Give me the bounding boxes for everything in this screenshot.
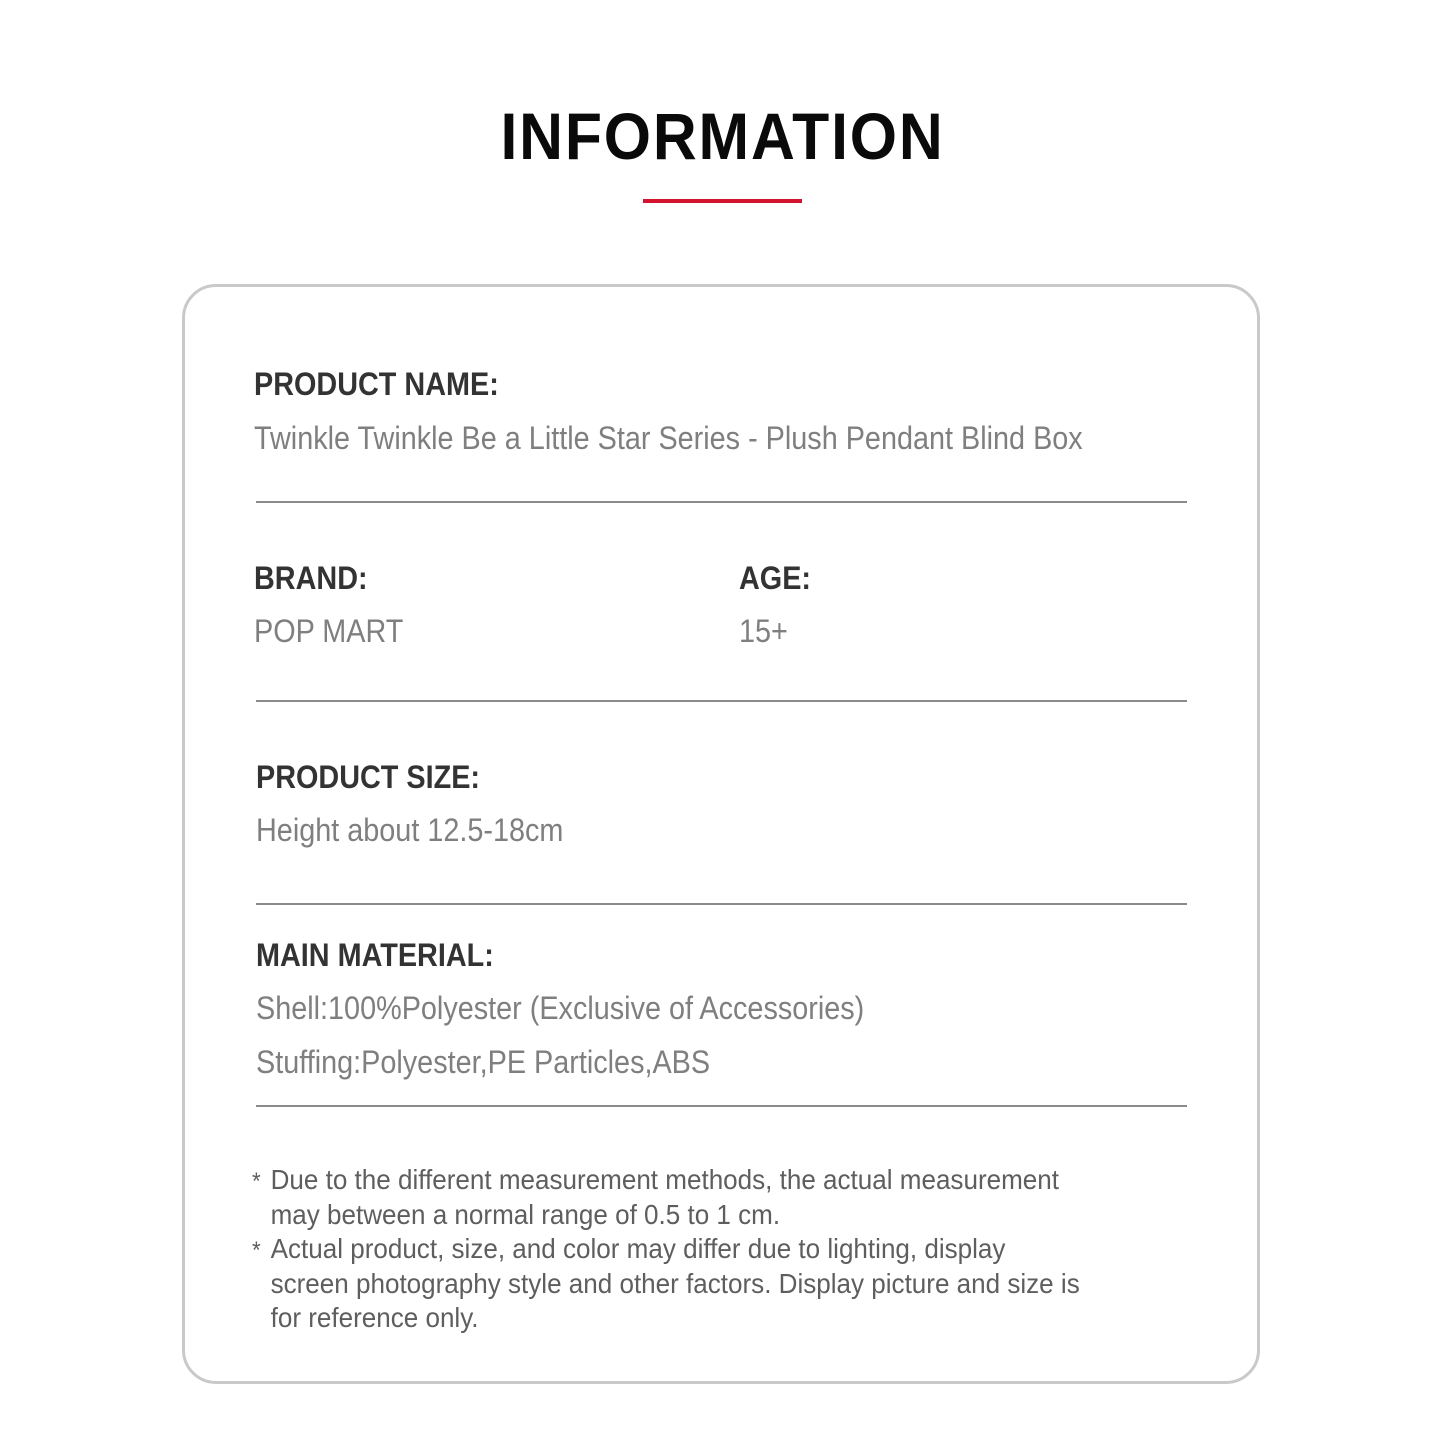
page-title: INFORMATION [500, 99, 945, 173]
divider [256, 501, 1187, 503]
main-material-shell: Shell:100%Polyester (Exclusive of Accessories) [256, 990, 865, 1026]
disclaimer-notes [252, 1163, 1212, 1336]
product-size-label: PRODUCT SIZE: [256, 759, 481, 795]
divider [256, 1105, 1187, 1107]
main-material-stuffing: Stuffing:Polyester,PE Particles,ABS [256, 1044, 711, 1080]
brand-value: POP MART [254, 613, 404, 649]
asterisk-bullet-icon: * [252, 1237, 261, 1264]
note-text: Actual product, size, and color may differ due to lighting, display [270, 1233, 1006, 1264]
brand-label: BRAND: [254, 560, 368, 596]
age-value: 15+ [739, 613, 788, 649]
note-text: Due to the different measurement methods, the actual measurement [270, 1164, 1059, 1195]
divider [256, 903, 1187, 905]
note-text: screen photography style and other factors. Display picture and size is [270, 1267, 1080, 1299]
asterisk-bullet-icon: * [252, 1168, 261, 1195]
note-text: for reference only. [270, 1302, 479, 1333]
product-name-value: Twinkle Twinkle Be a Little Star Series - Plush Pendant Blind Box [254, 420, 1083, 456]
note-item-continued [252, 1198, 1145, 1233]
note-item [252, 1163, 1145, 1198]
note-item [252, 1232, 1145, 1267]
main-material-label: MAIN MATERIAL: [256, 937, 494, 973]
divider [256, 700, 1187, 702]
note-item-continued [252, 1301, 1145, 1336]
product-name-label: PRODUCT NAME: [254, 366, 499, 402]
note-text: may between a normal range of 0.5 to 1 cm. [270, 1198, 781, 1230]
title-accent-underline [643, 199, 802, 203]
note-item-continued [252, 1267, 1145, 1302]
age-label: AGE: [739, 560, 811, 596]
product-size-value: Height about 12.5-18cm [256, 812, 564, 848]
